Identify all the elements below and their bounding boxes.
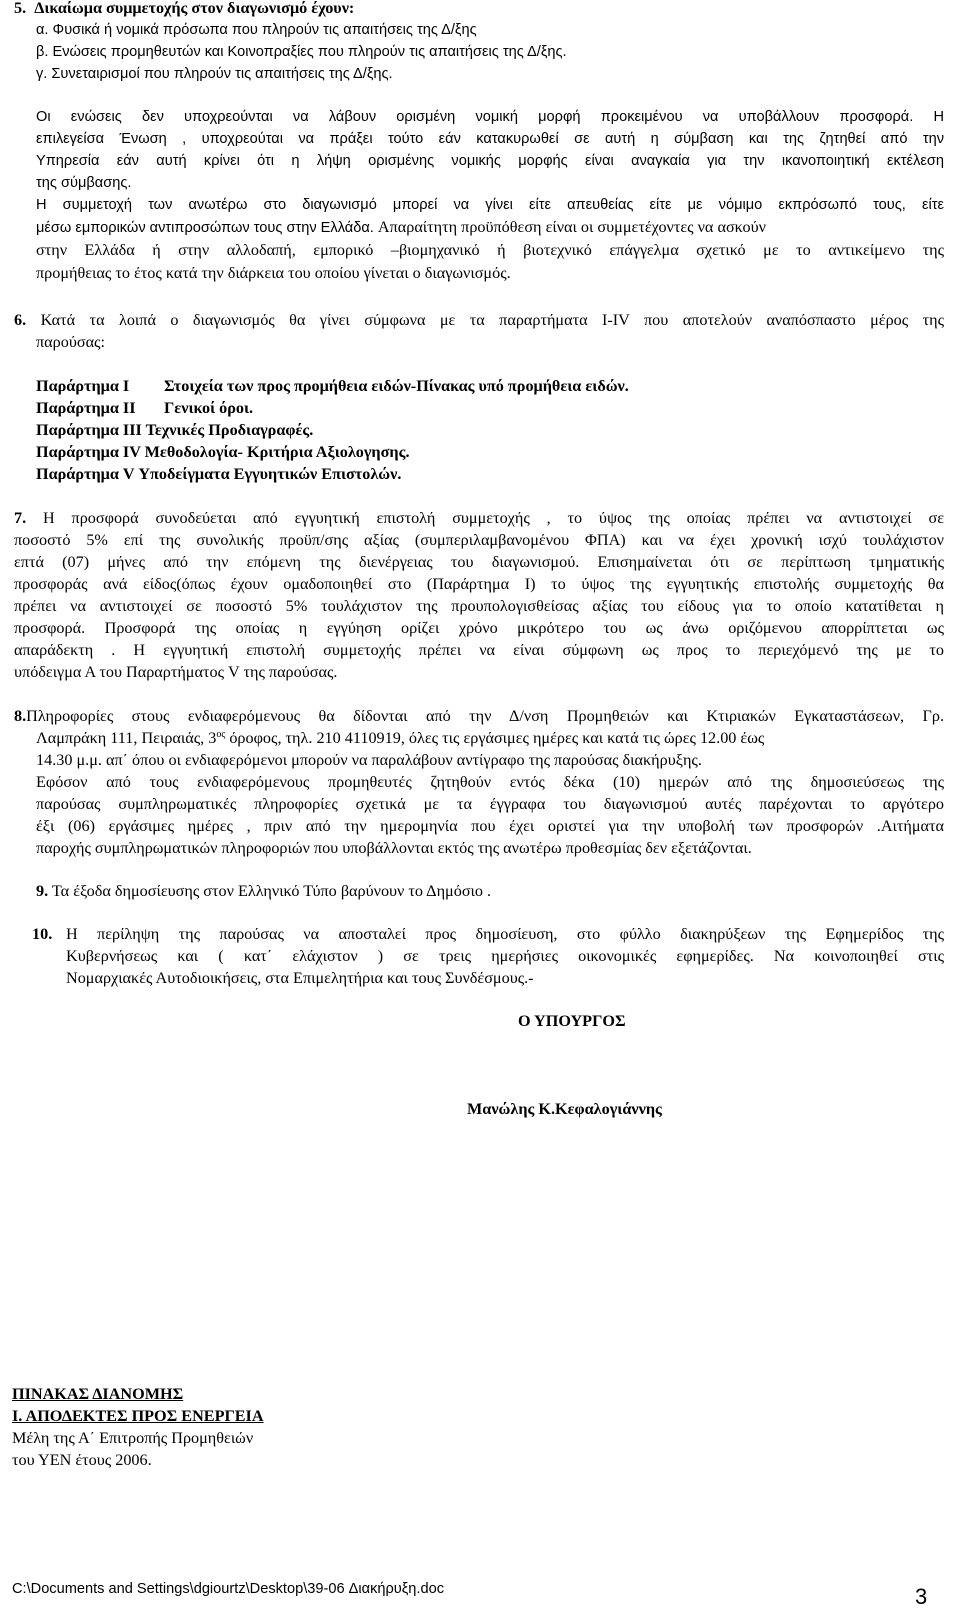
section-8-line: έξι (06) εργάσιμες ημέρες , πριν από την ημερομηνία που έχει οριστεί για την υποβολή των προσφορών .Αιτήματα bbox=[36, 817, 944, 835]
distribution-subtitle: Ι. ΑΠΟΔΕΚΤΕΣ ΠΡΟΣ ΕΝΕΡΓΕΙΑ bbox=[12, 1407, 264, 1425]
signature-name: Μανώλης Κ.Κεφαλογιάννης bbox=[467, 1100, 662, 1118]
section-6-text: Κατά τα λοιπά ο διαγωνισμός θα γίνει σύμφωνα με τα παραρτήματα Ι-ΙV που αποτελούν αναπόσπαστο μέρος της bbox=[40, 311, 944, 329]
distribution-title: ΠΙΝΑΚΑΣ ΔΙΑΝΟΜΗΣ bbox=[12, 1385, 184, 1403]
annex-label: Παράρτημα ΙV bbox=[36, 443, 141, 461]
section-8-line: Εφόσον από τους ενδιαφερόμενους προμηθευτές ζητηθούν εντός δέκα (10) ημερών από της δημοσιεύσεως της bbox=[36, 773, 944, 791]
section-9 bbox=[36, 881, 491, 901]
annex-label: Παράρτημα ΙΙΙ bbox=[36, 421, 142, 439]
section-7-line: ποσοστό 5% επί της συνολικής προϋπ/σης αξίας (συμπεριλαμβανομένου ΦΠΑ) και να έχει χρονική ισχύ τουλάχιστον bbox=[14, 531, 944, 549]
distribution-line: Μέλη της Α΄ Επιτροπής Προμηθειών bbox=[12, 1429, 254, 1447]
section-5-item-c: γ. Συνεταιρισμοί που πληρούν τις απαιτήσεις της Δ/ξης. bbox=[36, 66, 393, 82]
annex-label: Παράρτημα Ι bbox=[36, 377, 130, 395]
section-8-number: 8. bbox=[14, 707, 27, 725]
signature-role: Ο ΥΠΟΥΡΓΟΣ bbox=[518, 1012, 626, 1030]
section-5-para-2-line: προμήθειας το έτος κατά την διάρκεια του οποίου γίνεται ο διαγωνισμός. bbox=[36, 264, 511, 282]
section-9-number: 9. bbox=[36, 882, 49, 900]
section-7-line: πρέπει να αντιστοιχεί σε ποσοστό 5% τουλάχιστον της προυπολογισθείσας αξίας του είδους για το οποίο κατατίθεται η bbox=[14, 597, 944, 615]
annex-label: Παράρτημα ΙΙ bbox=[36, 399, 136, 417]
section-5-para-1-line: της σύμβασης. bbox=[36, 175, 132, 191]
section-5-title: Δικαίωμα συμμετοχής στον διαγωνισμό έχουν: bbox=[34, 0, 355, 17]
annex-title: Στοιχεία των προς προμήθεια ειδών-Πίνακας υπό προμήθεια ειδών. bbox=[164, 377, 629, 395]
section-5-para-2-line: Η συμμετοχή των ανωτέρω στο διαγωνισμό μπορεί να γίνει είτε απευθείας είτε με νόμιμο εκπρόσωπό τους, είτε bbox=[36, 197, 944, 213]
annex-title: Υποδείγματα Εγγυητικών Επιστολών. bbox=[138, 465, 402, 483]
section-6-line bbox=[14, 310, 944, 330]
section-5-para-1-line: Οι ενώσεις δεν υποχρεούνται να λάβουν ορισμένη νομική μορφή προκειμένου να υποβάλλουν προσφορά. Η bbox=[36, 109, 944, 125]
section-8-address: Λαμπράκη 111, Πειραιάς, 3 bbox=[36, 729, 217, 747]
section-9-text: Τα έξοδα δημοσίευσης στον Ελληνικό Τύπο βαρύνουν το Δημόσιο . bbox=[51, 882, 492, 900]
distribution-line: του ΥΕΝ έτους 2006. bbox=[12, 1451, 152, 1469]
section-8-phone-hours: όροφος, τηλ. 210 4110919, όλες τις εργάσιμες ημέρες και κατά τις ώρες 12.00 έως bbox=[225, 729, 765, 747]
annex-entry bbox=[36, 464, 401, 484]
section-5-para-1-line: επιλεγείσα Ένωση , υποχρεούται να πράξει τούτο εάν κατακυρωθεί σε αυτή η σύμβαση και της ζητηθεί από την bbox=[36, 131, 944, 147]
section-5-para-2-part: μέσω εμπορικών αντιπροσώπων τους στην Ελλάδα. bbox=[36, 220, 374, 236]
section-5-heading bbox=[14, 0, 354, 18]
section-10-line: Η περίληψη της παρούσας να αποσταλεί προς δημοσίευση, στο φύλλο διακηρύξεων της Εφημερίδος της bbox=[66, 925, 944, 943]
annex-title: Μεθοδολογία- Κριτήρια Αξιολογησης. bbox=[144, 443, 410, 461]
section-8-line: παρούσας συμπληρωματικές πληροφορίες σχετικά με τα έγγραφα του διαγωνισμού αυτές παρέχονται το αργότερο bbox=[36, 795, 944, 813]
section-5-number: 5. bbox=[14, 0, 27, 17]
annex-entry bbox=[36, 442, 410, 462]
section-8-line: παροχής συμπληρωματικών πληροφοριών που υποβάλλονται εκτός της ανωτέρω προθεσμίας δεν εξετάζονται. bbox=[36, 839, 752, 857]
section-7-line: προσφορά. Προσφορά της οποίας η εγγύηση ορίζει χρόνο μικρότερο του ως άνω οριζόμενου απορρίπτεται ως bbox=[14, 619, 944, 637]
page-number: 3 bbox=[915, 1584, 928, 1609]
section-6-number: 6. bbox=[14, 311, 27, 329]
annex-entry bbox=[36, 420, 313, 440]
section-5-para-1-line: Υπηρεσία εάν αυτή κρίνει ότι η λήψη ορισμένης νομικής μορφής είναι αναγκαία για την ικανοποιητική εκτέλεση bbox=[36, 153, 944, 169]
section-7-line: προσφοράς ανά είδος(όπως έχουν ομαδοποιηθεί στο (Παράρτημα Ι) το ύψος της εγγυητικής επιστολής συμμετοχής θα bbox=[14, 575, 944, 593]
annex-label: Παράρτημα V bbox=[36, 465, 135, 483]
section-8-line bbox=[14, 706, 944, 726]
section-10-line: Νομαρχιακές Αυτοδιοικήσεις, στα Επιμελητήρια και τους Συνδέσμους.- bbox=[66, 969, 534, 987]
section-5-para-2-line: στην Ελλάδα ή στην αλλοδαπή, εμπορικό –βιομηχανικό ή βιοτεχνικό επάγγελμα σχετικό με το αντικείμενο της bbox=[36, 241, 944, 259]
section-8-line: 14.30 μ.μ. απ΄ όπου οι ενδιαφερόμενοι μπορούν να παραλάβουν αντίγραφο της παρούσας διακήρυξης. bbox=[36, 751, 702, 769]
section-7-number: 7. bbox=[14, 509, 27, 527]
section-6-line: παρούσας: bbox=[36, 333, 105, 351]
section-5-item-a: α. Φυσικά ή νομικά πρόσωπα που πληρούν τις απαιτήσεις της Δ/ξης bbox=[36, 22, 477, 38]
annex-title: Τεχνικές Προδιαγραφές. bbox=[145, 421, 314, 439]
section-7-line: απαράδεκτη . Η εγγυητική επιστολή συμμετοχής πρέπει να είναι σύμφωνη ως προς το περιεχόμενό της με το bbox=[14, 641, 944, 659]
footer-file-path: C:\Documents and Settings\dgiourtz\Desktop\39-06 Διακήρυξη.doc bbox=[12, 1581, 445, 1597]
section-10-number: 10. bbox=[32, 925, 53, 943]
section-7-line bbox=[14, 508, 944, 528]
section-8-text: Πληροφορίες στους ενδιαφερόμενους θα δίδονται από την Δ/νση Προμηθειών και Κτιριακών Εγκαταστάσεων, Γρ. bbox=[26, 707, 944, 725]
annex-title: Γενικοί όροι. bbox=[164, 399, 254, 417]
section-5-para-2-line bbox=[36, 217, 766, 238]
section-5-item-b: β. Ενώσεις προμηθευτών και Κοινοπραξίες που πληρούν τις απαιτήσεις της Δ/ξης. bbox=[36, 44, 567, 60]
section-7-line: υπόδειγμα Α του Παραρτήματος V της παρούσας. bbox=[14, 663, 338, 681]
section-7-text: Η προσφορά συνοδεύεται από εγγυητική επιστολή συμμετοχής , το ύψος της οποίας πρέπει να αντιστοιχεί σε bbox=[43, 509, 945, 527]
section-8-ordinal: ος bbox=[216, 729, 226, 740]
section-5-para-2-part: Απαραίτητη προϋπόθεση είναι οι συμμετέχοντες να ασκούν bbox=[377, 218, 766, 236]
section-10-line: Κυβερνήσεως και ( κατ΄ ελάχιστον ) σε τρεις ημερήσιες οικονομικές εφημερίδες. Να κοινοποιηθεί στις bbox=[66, 947, 944, 965]
section-8-line bbox=[36, 728, 764, 748]
section-7-line: επτά (07) μήνες από την επόμενη της διενέργειας του διαγωνισμού. Επισημαίνεται ότι σε περίπτωση τμηματικής bbox=[14, 553, 944, 571]
